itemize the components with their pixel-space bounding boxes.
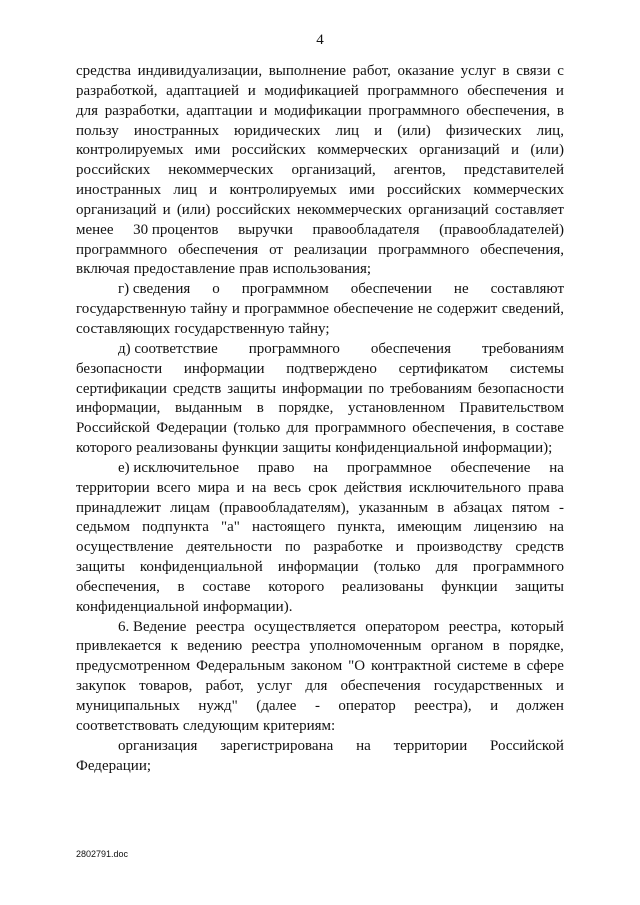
word: программного bbox=[314, 420, 406, 437]
word: российских bbox=[231, 142, 306, 159]
word: и bbox=[374, 122, 383, 139]
word: адаптации bbox=[186, 102, 253, 119]
word: о bbox=[212, 281, 220, 298]
word: осуществление bbox=[76, 539, 174, 556]
word: пункта, bbox=[337, 519, 386, 536]
word: Российской bbox=[490, 737, 564, 754]
word: 30 процентов bbox=[133, 221, 219, 238]
word: "О bbox=[348, 658, 366, 675]
word: седьмом bbox=[76, 519, 130, 536]
word: безопасности bbox=[76, 360, 163, 377]
word: организаций bbox=[419, 142, 500, 159]
word: обеспечения bbox=[370, 340, 451, 357]
word: на bbox=[549, 459, 564, 476]
word: оказание bbox=[397, 63, 455, 79]
word: для bbox=[435, 559, 458, 576]
text-line bbox=[76, 141, 564, 161]
word: обеспечения bbox=[340, 678, 421, 695]
word: (правообладателям), bbox=[219, 499, 350, 516]
word: выручки bbox=[238, 221, 293, 238]
word: обеспечения, bbox=[76, 578, 160, 595]
text-line bbox=[76, 241, 564, 261]
word: в bbox=[437, 499, 445, 516]
word: и bbox=[236, 479, 245, 496]
word: обеспечения, bbox=[480, 241, 564, 258]
text-line bbox=[76, 102, 564, 122]
word: прав bbox=[239, 261, 269, 278]
word: Правительством bbox=[459, 400, 564, 417]
text-line bbox=[76, 538, 564, 558]
word: в bbox=[502, 63, 510, 79]
word: принадлежит bbox=[76, 499, 161, 516]
word: на bbox=[251, 479, 267, 496]
word: программного bbox=[368, 102, 460, 119]
word: обеспечение bbox=[450, 459, 531, 476]
word: организаций bbox=[76, 201, 157, 218]
word: с bbox=[557, 63, 564, 79]
word: составляющих bbox=[76, 320, 171, 337]
text-line bbox=[76, 558, 564, 578]
word: услуг bbox=[460, 63, 496, 79]
word: и bbox=[555, 82, 564, 99]
text-line bbox=[76, 479, 564, 499]
word: в bbox=[556, 102, 564, 119]
word: д) соответствие bbox=[118, 340, 218, 357]
word: территории bbox=[76, 479, 150, 496]
word: программном bbox=[241, 281, 329, 298]
word: программное bbox=[346, 459, 432, 476]
word: адаптацией bbox=[166, 82, 240, 99]
word: в bbox=[177, 578, 185, 595]
word: сертификации bbox=[76, 380, 167, 397]
word: лицам bbox=[170, 499, 210, 516]
text-line bbox=[76, 657, 564, 677]
word: связи bbox=[516, 63, 551, 79]
word: юридических bbox=[234, 122, 321, 139]
word: мира bbox=[197, 479, 230, 496]
word: лиц, bbox=[536, 122, 564, 139]
word: государственных bbox=[433, 678, 543, 695]
word: защиты bbox=[515, 578, 564, 595]
word: организаций, bbox=[291, 162, 376, 179]
word: составе bbox=[515, 420, 564, 437]
word: представителей bbox=[463, 162, 564, 179]
word: тайну; bbox=[288, 320, 330, 337]
word: на bbox=[549, 519, 564, 536]
page-number: 4 bbox=[316, 32, 324, 48]
word: функции bbox=[221, 440, 279, 457]
word: информации). bbox=[203, 598, 293, 615]
word: информации, bbox=[76, 400, 161, 417]
word: (или) bbox=[176, 201, 211, 218]
word: информации); bbox=[462, 440, 553, 457]
word: установленном bbox=[347, 400, 445, 417]
word: программного bbox=[472, 559, 564, 576]
word: критериям: bbox=[263, 717, 336, 734]
word: реализованы bbox=[341, 578, 424, 595]
word: коммерческих bbox=[473, 182, 564, 199]
word: настоящего bbox=[251, 519, 326, 536]
word: иностранных bbox=[76, 182, 162, 199]
word: по bbox=[368, 380, 385, 397]
word: разработкой, bbox=[76, 82, 158, 99]
word: "а" bbox=[220, 519, 240, 536]
word: ведению bbox=[187, 638, 243, 655]
word: имеющим bbox=[397, 519, 462, 536]
word: обеспечения bbox=[178, 241, 259, 258]
word: оператор bbox=[338, 698, 396, 714]
word: (или) bbox=[530, 142, 564, 159]
word: конфиденциальной bbox=[335, 440, 459, 457]
word: агентов, bbox=[393, 162, 446, 179]
word: выданным bbox=[175, 400, 243, 417]
word: составе bbox=[202, 578, 251, 595]
word: весь bbox=[273, 479, 302, 496]
word: защиты bbox=[76, 559, 125, 576]
text-line bbox=[76, 419, 564, 439]
word: функции bbox=[441, 578, 498, 595]
word: лиц bbox=[173, 182, 197, 199]
word: обеспечении bbox=[350, 281, 432, 298]
word: - bbox=[559, 499, 564, 516]
text-line bbox=[76, 280, 564, 300]
word: реализации bbox=[293, 241, 368, 258]
word: содержит bbox=[436, 301, 498, 318]
text-line bbox=[76, 717, 564, 737]
text-line bbox=[76, 399, 564, 419]
word: сведений, bbox=[501, 301, 564, 318]
text-line bbox=[76, 360, 564, 380]
word: и bbox=[231, 301, 240, 318]
text-line bbox=[76, 201, 564, 221]
word: организаций bbox=[408, 201, 489, 218]
word: системы bbox=[509, 360, 564, 377]
word: индивидуализации, bbox=[137, 63, 263, 79]
word: реестра, bbox=[448, 618, 502, 635]
word: некоммерческих bbox=[296, 201, 403, 218]
word: иностранных bbox=[133, 122, 219, 139]
word: оператором bbox=[365, 618, 440, 635]
word: коммерческих bbox=[317, 142, 408, 159]
word: средств bbox=[515, 539, 564, 556]
word: разработки, bbox=[104, 102, 180, 119]
word: указанным bbox=[358, 499, 429, 516]
word: и bbox=[259, 102, 268, 119]
text-line bbox=[76, 300, 564, 320]
word: и bbox=[511, 142, 520, 159]
word: которого bbox=[76, 440, 132, 457]
word: г) сведения bbox=[118, 281, 191, 298]
text-line bbox=[76, 499, 564, 519]
word: для bbox=[286, 420, 309, 437]
word: обеспечение bbox=[333, 301, 414, 318]
word: ими bbox=[349, 182, 375, 199]
word: (только bbox=[233, 420, 281, 437]
word: для bbox=[76, 102, 99, 119]
word: Федерации; bbox=[76, 757, 152, 774]
text-line bbox=[76, 221, 564, 241]
word: и bbox=[490, 698, 499, 714]
word: подпункта bbox=[142, 519, 209, 536]
word: составляет bbox=[494, 201, 564, 218]
word: органом bbox=[430, 638, 484, 655]
word: средства bbox=[76, 63, 132, 79]
word: российских bbox=[386, 182, 462, 199]
word: и bbox=[555, 678, 564, 695]
word: российских bbox=[216, 201, 291, 218]
word: Федерации bbox=[156, 420, 228, 437]
word: работ, bbox=[352, 63, 391, 79]
word: защиты bbox=[227, 380, 277, 397]
word: менее bbox=[76, 221, 114, 238]
word: право bbox=[257, 459, 295, 476]
word: выполнение bbox=[268, 63, 347, 79]
word: срок bbox=[308, 479, 338, 496]
word: реестра bbox=[195, 618, 245, 635]
word: к bbox=[170, 638, 178, 655]
text-line bbox=[76, 181, 564, 201]
text-line bbox=[76, 518, 564, 538]
word: (только bbox=[373, 559, 421, 576]
text-line bbox=[76, 62, 564, 82]
text-line bbox=[76, 618, 564, 638]
word: для bbox=[305, 678, 328, 695]
word: лицензию bbox=[473, 519, 538, 536]
word: и bbox=[395, 539, 404, 556]
word: организация bbox=[118, 737, 198, 754]
word: предоставление bbox=[133, 261, 236, 278]
text-line bbox=[76, 598, 564, 618]
word: в bbox=[492, 638, 500, 655]
word: территории bbox=[393, 737, 468, 754]
text-line bbox=[76, 82, 564, 102]
word: российских bbox=[76, 162, 151, 179]
word: и bbox=[247, 82, 256, 99]
word: подтверждено bbox=[286, 360, 377, 377]
word: разработке bbox=[313, 539, 383, 556]
word: реестра), bbox=[414, 698, 472, 714]
word: которого bbox=[268, 578, 325, 595]
text-line bbox=[76, 578, 564, 598]
word: и bbox=[162, 201, 171, 218]
word: сертификатом bbox=[398, 360, 489, 377]
word: законом bbox=[290, 658, 343, 675]
word: контролируемых bbox=[76, 142, 184, 159]
word: (далее bbox=[256, 698, 297, 714]
word: Федеральным bbox=[196, 658, 285, 675]
word: контрактной bbox=[370, 658, 452, 675]
word: использования; bbox=[272, 261, 372, 278]
word: ими bbox=[194, 142, 221, 159]
word: реализованы bbox=[136, 440, 218, 457]
word: сфере bbox=[526, 658, 564, 675]
word: средств bbox=[172, 380, 222, 397]
word: и bbox=[209, 182, 218, 199]
word: обеспечения, bbox=[466, 102, 551, 119]
word: программного bbox=[378, 241, 470, 258]
text-line bbox=[76, 340, 564, 360]
word: порядке, bbox=[509, 638, 564, 655]
word: - bbox=[314, 698, 320, 714]
word: закупок bbox=[76, 678, 126, 695]
text-line bbox=[76, 757, 564, 777]
word: привлекается bbox=[76, 638, 162, 655]
document-body bbox=[76, 62, 564, 776]
word: 6. Ведение bbox=[118, 618, 187, 635]
text-line bbox=[76, 320, 564, 340]
word: конфиденциальной bbox=[76, 598, 199, 615]
word: е) исключительное bbox=[118, 459, 239, 476]
word: всего bbox=[156, 479, 191, 496]
word: обеспечения bbox=[467, 82, 548, 99]
word: лиц bbox=[335, 122, 360, 139]
word: деятельности bbox=[186, 539, 273, 556]
word: информации bbox=[277, 559, 359, 576]
word: модификацией bbox=[264, 82, 359, 99]
word: информации bbox=[281, 380, 363, 397]
text-line bbox=[76, 737, 564, 757]
word: государственную bbox=[76, 301, 187, 318]
word: от bbox=[269, 241, 283, 258]
word: исключительного bbox=[409, 479, 522, 496]
word: услуг bbox=[256, 678, 293, 695]
word: модификации bbox=[273, 102, 362, 119]
word: составляют bbox=[490, 281, 564, 298]
word: (или) bbox=[397, 122, 431, 139]
word: требованиям bbox=[481, 340, 564, 357]
text-line bbox=[76, 122, 564, 142]
word: не bbox=[417, 301, 433, 318]
word: предусмотренном bbox=[76, 658, 191, 675]
word: реестра bbox=[251, 638, 301, 655]
word: на bbox=[356, 737, 371, 754]
word: правообладателя bbox=[312, 221, 420, 238]
word: не bbox=[453, 281, 469, 298]
word: пятом bbox=[511, 499, 550, 516]
word: нужд" bbox=[198, 698, 238, 714]
word: осуществляется bbox=[254, 618, 356, 635]
word: системе bbox=[456, 658, 508, 675]
text-line bbox=[76, 161, 564, 181]
word: информации bbox=[183, 360, 265, 377]
word: тайну bbox=[190, 301, 228, 318]
word: пользу bbox=[76, 122, 119, 139]
word: абзацах bbox=[453, 499, 503, 516]
word: уполномоченным bbox=[309, 638, 422, 655]
text-line bbox=[76, 260, 564, 280]
word: Российской bbox=[76, 420, 150, 437]
word: производству bbox=[416, 539, 503, 556]
word: товаров, bbox=[139, 678, 193, 695]
word: работ, bbox=[205, 678, 244, 695]
word: следующим bbox=[182, 717, 259, 734]
word: программное bbox=[244, 301, 330, 318]
text-line bbox=[76, 697, 564, 717]
text-line bbox=[76, 637, 564, 657]
word: должен bbox=[516, 698, 564, 714]
word: муниципальных bbox=[76, 698, 180, 714]
word: конфиденциальной bbox=[139, 559, 263, 576]
word: государственную bbox=[174, 320, 285, 337]
word: на bbox=[313, 459, 329, 476]
word: зарегистрирована bbox=[220, 737, 334, 754]
word: в bbox=[256, 400, 264, 417]
word: физических bbox=[445, 122, 522, 139]
word: по bbox=[285, 539, 301, 556]
word: программного bbox=[367, 82, 459, 99]
word: некоммерческих bbox=[168, 162, 274, 179]
word: контролируемых bbox=[229, 182, 337, 199]
word: в bbox=[513, 658, 521, 675]
word: требованиям bbox=[389, 380, 472, 397]
word: обеспечения, bbox=[412, 420, 497, 437]
word: действия bbox=[344, 479, 402, 496]
word: в bbox=[502, 420, 510, 437]
word: соответствовать bbox=[76, 717, 179, 734]
word: включая bbox=[76, 261, 130, 278]
word: программного bbox=[248, 340, 340, 357]
word: безопасности bbox=[477, 380, 564, 397]
word: защиты bbox=[282, 440, 332, 457]
text-line bbox=[76, 439, 564, 459]
text-line bbox=[76, 677, 564, 697]
text-line bbox=[76, 380, 564, 400]
word: порядке, bbox=[278, 400, 334, 417]
word: который bbox=[510, 618, 564, 635]
word: права bbox=[528, 479, 564, 496]
text-line bbox=[76, 459, 564, 479]
word: (правообладателей) bbox=[439, 221, 564, 238]
document-footer-filename: 2802791.doc bbox=[76, 849, 129, 859]
word: программного bbox=[76, 241, 168, 258]
